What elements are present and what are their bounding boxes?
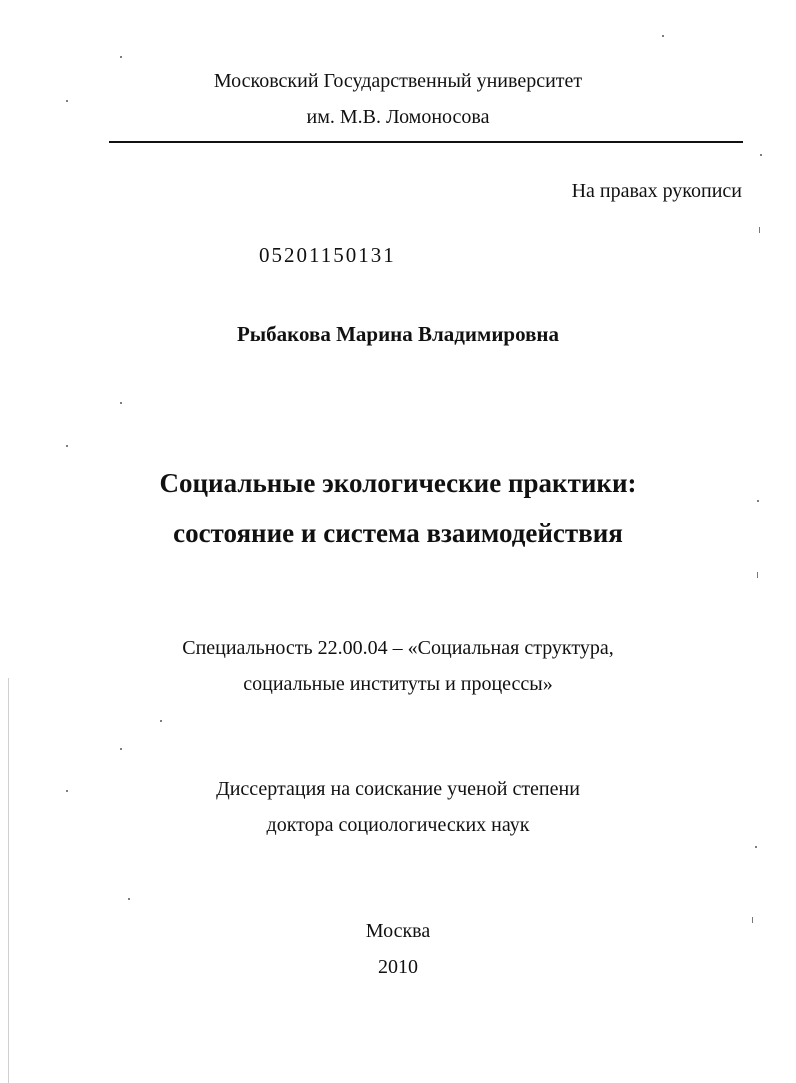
- header-divider: [109, 141, 743, 143]
- scan-margin-line: [8, 678, 9, 1083]
- scan-speck: [120, 56, 122, 58]
- scan-speck: [759, 227, 760, 233]
- scan-speck: [66, 445, 68, 447]
- scan-speck: [66, 790, 68, 792]
- year: 2010: [378, 956, 418, 978]
- institution-name-line2: им. М.В. Ломоносова: [306, 106, 490, 128]
- catalog-number: 05201150131: [259, 243, 396, 267]
- scan-speck: [757, 572, 758, 578]
- scan-speck: [120, 402, 122, 404]
- scan-speck: [755, 846, 757, 848]
- degree-line1: Диссертация на соискание ученой степени: [216, 778, 580, 800]
- institution-name-line1: Московский Государственный университет: [213, 70, 583, 92]
- scan-speck: [760, 154, 762, 156]
- author-name: Рыбакова Марина Владимировна: [236, 322, 560, 346]
- city: Москва: [365, 920, 431, 942]
- scan-speck: [752, 917, 753, 923]
- dissertation-title-line2: состояние и система взаимодействия: [173, 518, 623, 548]
- manuscript-note: На правах рукописи: [571, 180, 742, 202]
- specialty-line1: Специальность 22.00.04 – «Социальная структура,: [182, 637, 614, 659]
- scan-speck: [662, 35, 664, 37]
- degree-line2: доктора социологических наук: [266, 814, 530, 836]
- scan-speck: [120, 748, 122, 750]
- scan-speck: [66, 100, 68, 102]
- scan-speck: [160, 720, 162, 722]
- specialty-line2: социальные институты и процессы»: [243, 673, 553, 695]
- dissertation-title-line1: Социальные экологические практики:: [159, 468, 637, 498]
- scan-speck: [757, 500, 759, 502]
- scan-speck: [128, 898, 130, 900]
